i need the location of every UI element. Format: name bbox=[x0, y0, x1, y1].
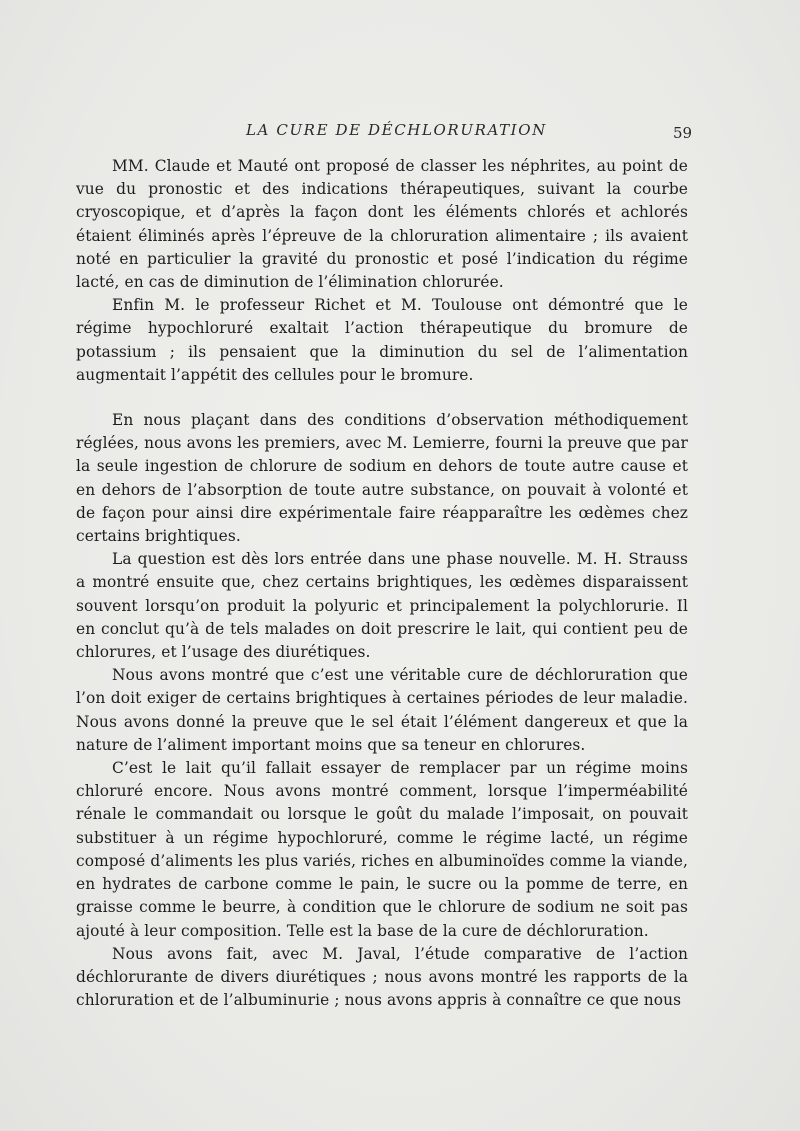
paragraph: En nous plaçant dans des conditions d’observation méthodiquement réglées, nous avons les premiers, avec M. Lemierre, fourni la preuve que par la seule ingestion de chlorure de sodium en dehors de toute autre cause et en dehors de l’absorption de toute autre substance, on pouvait à volonté et de façon pour ainsi dire expérimentale faire réapparaître les œdèmes chez certains brightiques. bbox=[76, 411, 688, 546]
running-title: LA CURE DE DÉCHLORURATION bbox=[246, 121, 547, 139]
paragraph: Enfin M. le professeur Richet et M. Toulouse ont démontré que le régime hypochloruré exaltait l’action thérapeutique du bromure de potassium ; ils pensaient que la diminution du sel de l’alimentation augmentait l’appétit des cellules pour le bromure. bbox=[76, 296, 688, 384]
paragraph: Nous avons montré que c’est une véritable cure de déchloruration que l’on doit exiger de certains brightiques à certaines périodes de leur maladie. Nous avons donné la preuve que le sel était l’élément dangereux et que la nature de l’aliment important moins que sa teneur en chlorures. bbox=[76, 666, 688, 754]
paragraph: Nous avons fait, avec M. Javal, l’étude comparative de l’action déchlorurante de divers diurétiques ; nous avons montré les rapports de la chloruration et de l’albuminurie ; nous avons appris à connaître ce que nous bbox=[76, 944, 688, 1010]
paragraph: C’est le lait qu’il fallait essayer de remplacer par un régime moins chloruré encore. Nous avons montré comment, lorsque l’imperméabilité rénale le commandait ou lorsque le goût du malade l’imposait, on pouvait substituer à un régime hypochloruré, comme le régime lacté, un régime composé d’aliments les plus variés, riches en albuminoïdes comme la viande, en hydrates de carbone comme le pain, le sucre ou la pomme de terre, en graisse comme le beurre, à condition que le chlorure de sodium ne soit pas ajouté à leur composition. Telle est la base de la cure de déchloruration. bbox=[76, 759, 688, 940]
page-number: 59 bbox=[673, 124, 693, 142]
body-text bbox=[76, 155, 688, 1012]
paragraph: MM. Claude et Mauté ont proposé de classer les néphrites, au point de vue du pronostic et des indications thérapeutiques, suivant la courbe cryoscopique, et d’après la façon dont les éléments chlorés et achlorés étaient éliminés après l’épreuve de la chloruration alimentaire ; ils avaient noté en particulier la gravité du pronostic et posé l’indication du régime lacté, en cas de diminution de l’élimination chlorurée. bbox=[76, 157, 688, 292]
paragraph: La question est dès lors entrée dans une phase nouvelle. M. H. Strauss a montré ensuite que, chez certains brightiques, les œdèmes disparaissent souvent lorsqu’on produit la polyuric et principalement la polychlorurie. Il en conclut qu’à de tels malades on doit prescrire le lait, qui contient peu de chlorures, et l’usage des diurétiques. bbox=[76, 550, 688, 662]
